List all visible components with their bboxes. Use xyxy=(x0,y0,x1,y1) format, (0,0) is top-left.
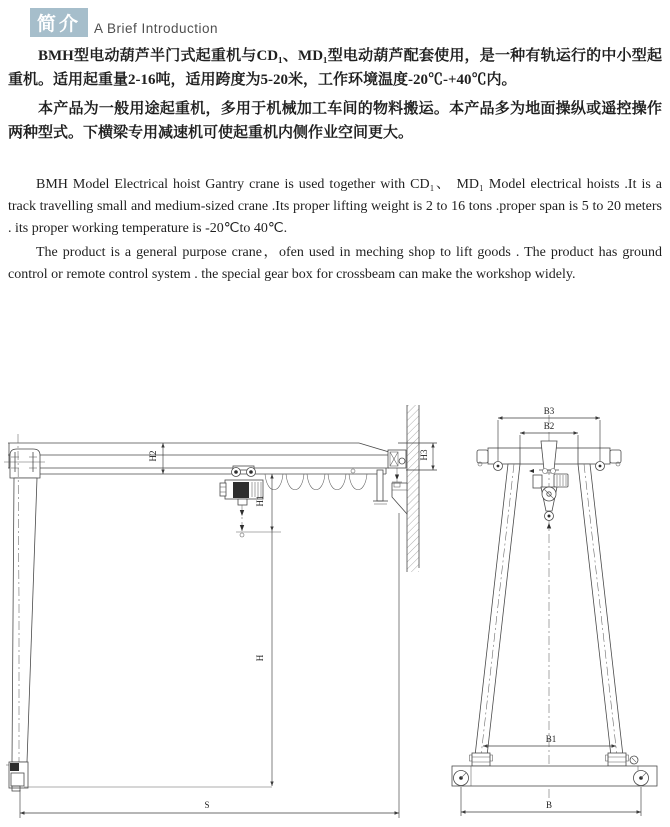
crane-drawing-svg xyxy=(0,390,670,827)
dim-label-h3: H3 xyxy=(419,449,429,461)
festoon-cables xyxy=(265,469,367,490)
cn-paragraph-2: 本产品为一般用途起重机，多用于机械加工车间的物料搬运。本产品多为地面操纵或遥控操作两种型式。下横梁专用减速机可使起重机内侧作业空间更大。 xyxy=(8,101,662,141)
cn-paragraph-1: BMH型电动葫芦半门式起重机与CD₁、MD₁型电动葫芦配套使用，是一种有轨运行的中小型起重机。适用起重量2-16吨，适用跨度为5-20米，工作环境温度-20℃-+40℃内。 xyxy=(8,48,662,88)
wall-section xyxy=(373,405,419,572)
section-badge: 简介 xyxy=(30,8,88,37)
chinese-introduction xyxy=(8,44,662,150)
english-introduction xyxy=(8,174,662,288)
dim-label-h2: H2 xyxy=(148,450,158,462)
front-view xyxy=(4,405,437,818)
section-title: A Brief Introduction xyxy=(94,21,219,36)
dim-label-h1: H1 xyxy=(255,495,265,507)
en-paragraph-1: BMH Model Electrical hoist Gantry crane is used together with CD₁、 MD₁ Model electrical hoists .It is a track travelling small and medium-sized crane .Its proper lifting weight is 2 to 16 tons .proper span is 5 to 20 meters . its proper working temperature is -20℃to 40℃. xyxy=(8,177,662,236)
dim-label-s: S xyxy=(204,800,210,810)
dim-label-b3: B3 xyxy=(543,406,555,416)
en-paragraph-2: The product is a general purpose crane，ofen used in meching shop to lift goods . The product has ground control or remote control system . the special gear box for crossbeam can make the workshop widely. xyxy=(8,245,662,282)
hoist-side xyxy=(529,469,568,529)
technical-drawings xyxy=(0,390,670,827)
dim-label-b1: B1 xyxy=(545,734,557,744)
dim-label-b: B xyxy=(545,800,553,810)
dim-label-b2: B2 xyxy=(543,421,555,431)
dim-label-h: H xyxy=(255,654,265,662)
side-view xyxy=(452,406,657,816)
left-leg xyxy=(4,434,45,791)
main-girder xyxy=(8,443,389,474)
section-header xyxy=(30,7,218,37)
